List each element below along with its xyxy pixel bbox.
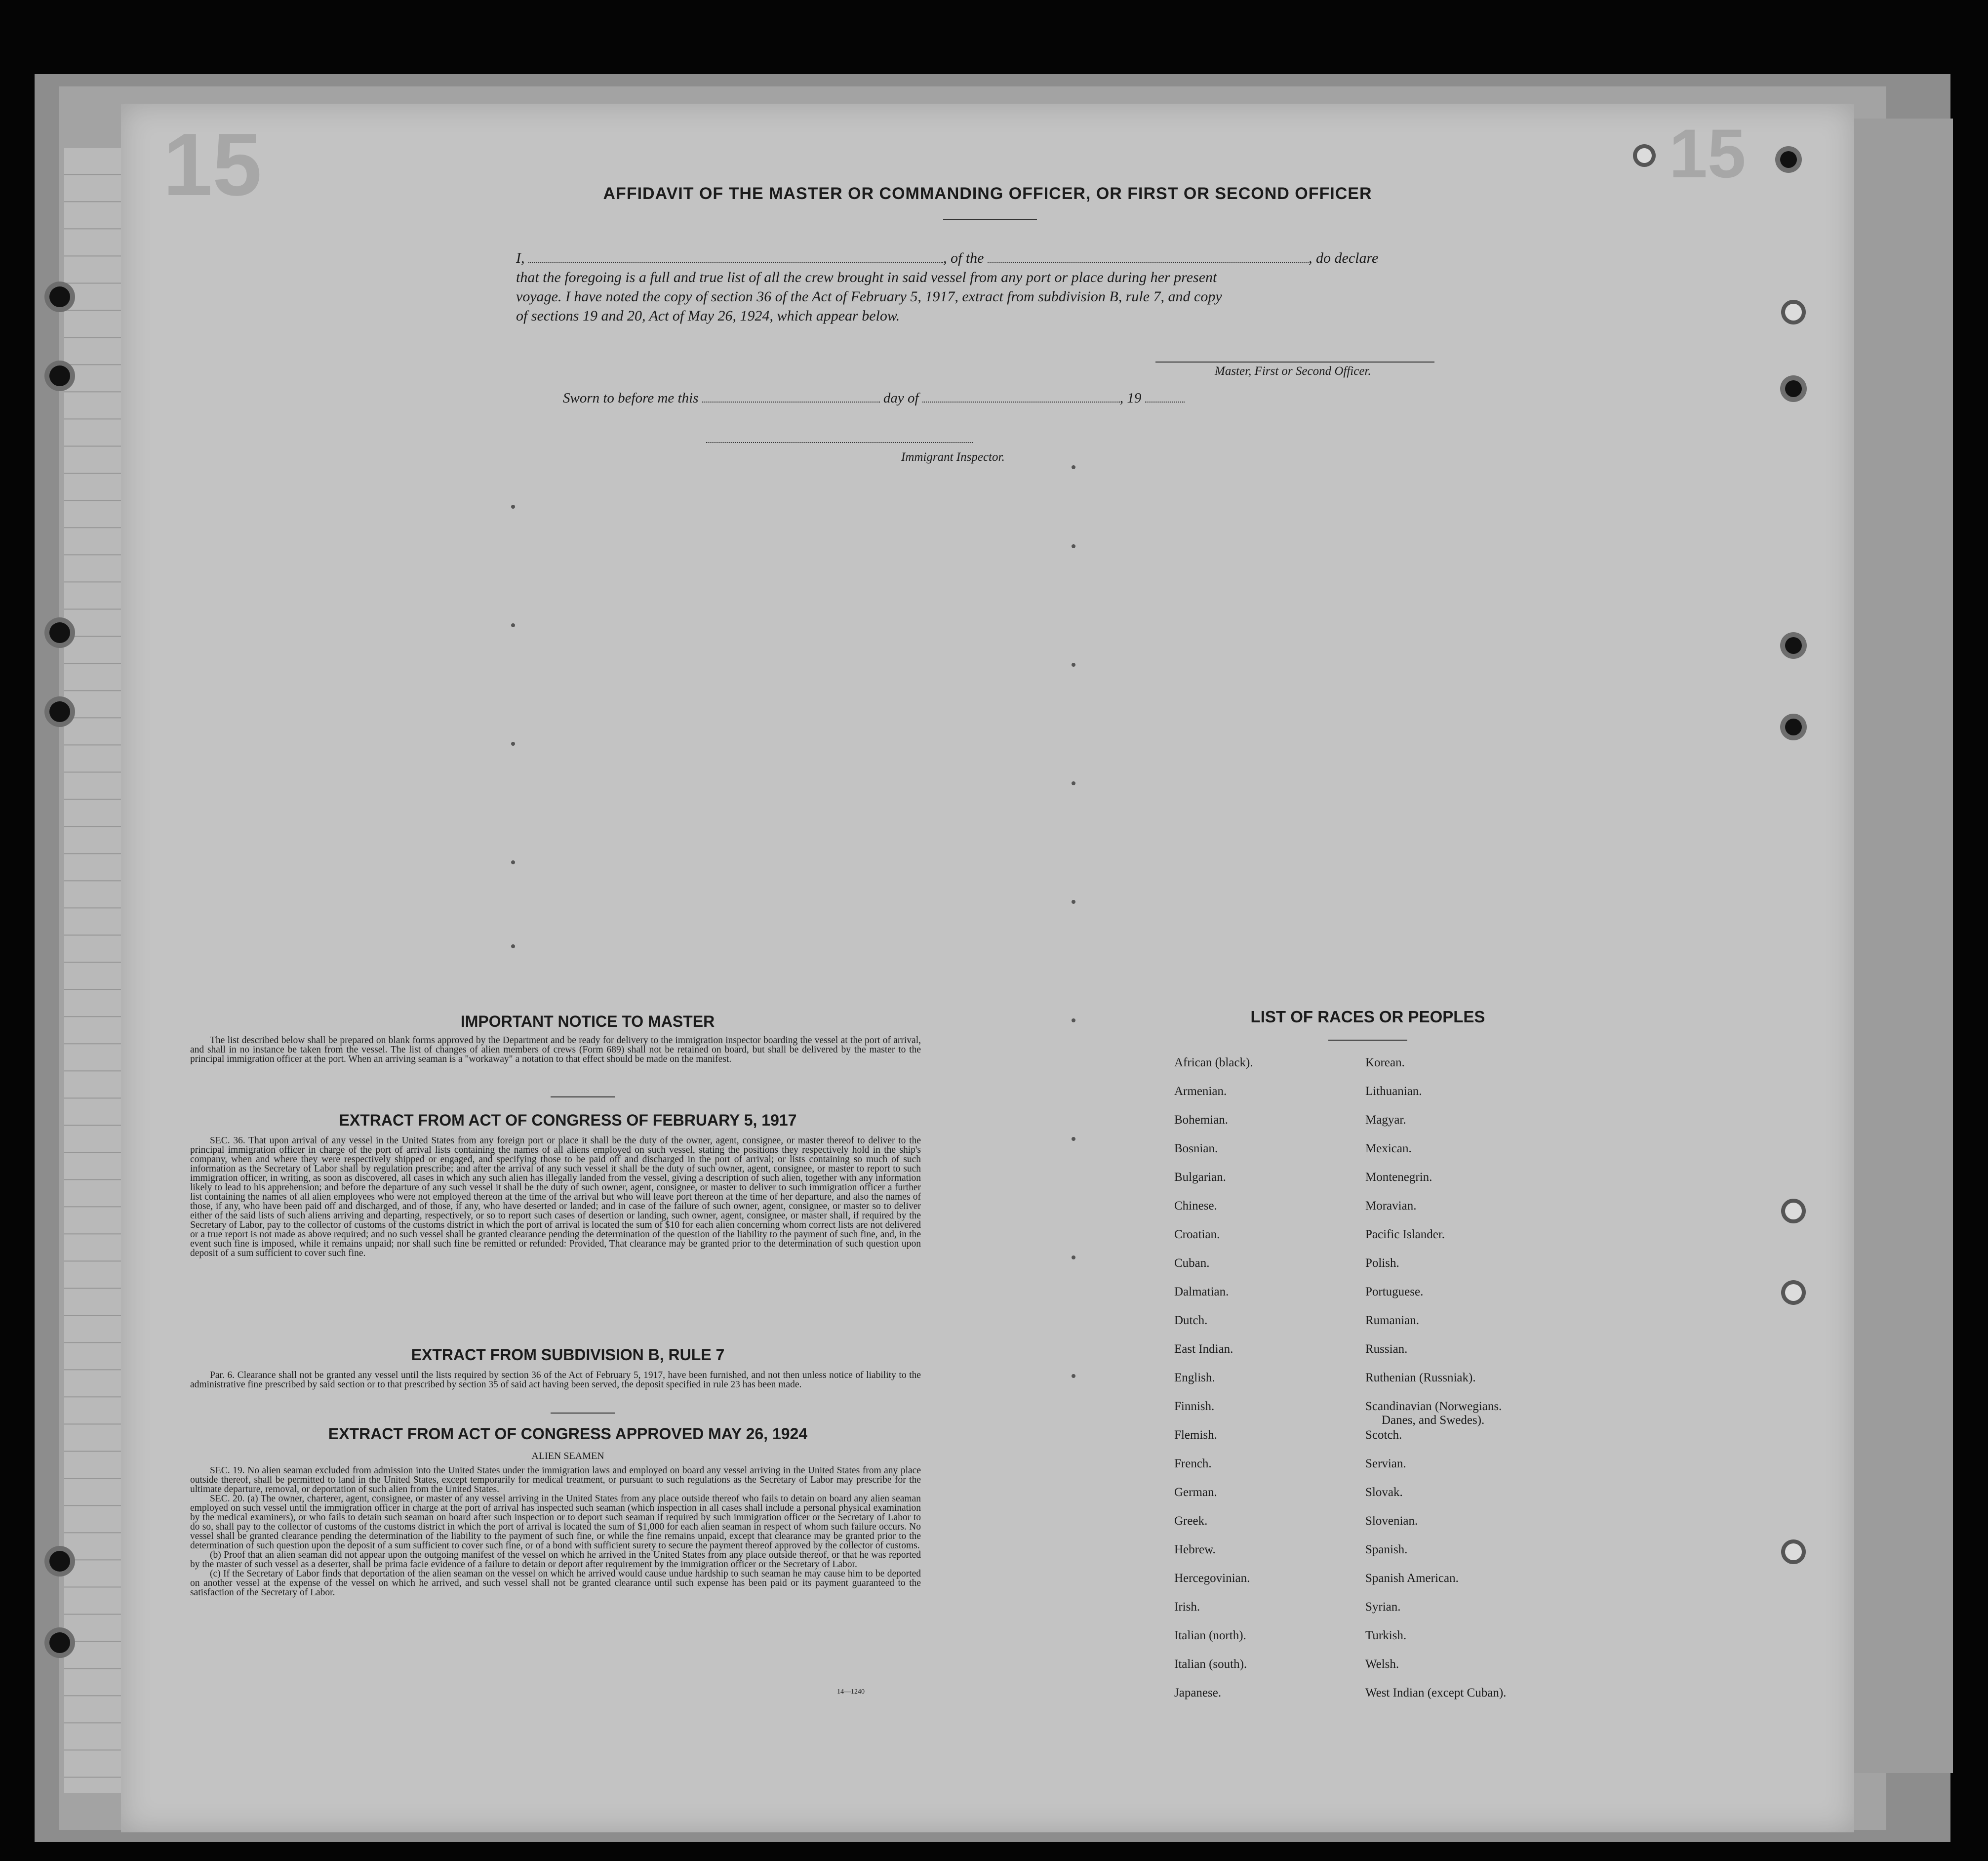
- race-item: Turkish.: [1365, 1629, 1407, 1642]
- race-item: Dutch.: [1174, 1314, 1208, 1327]
- race-item: Slovak.: [1365, 1486, 1403, 1499]
- notice-title: IMPORTANT NOTICE TO MASTER: [460, 1012, 715, 1030]
- race-item: East Indian.: [1174, 1342, 1233, 1356]
- race-item: Scandinavian (Norwegians.: [1365, 1400, 1502, 1413]
- race-item: French.: [1174, 1457, 1212, 1470]
- divider: [551, 1413, 615, 1414]
- vessel-name-field[interactable]: [988, 249, 1309, 263]
- races-title: LIST OF RACES OR PEOPLES: [1250, 1008, 1485, 1026]
- form-number: 14—1240: [837, 1688, 865, 1696]
- master-signature-label: Master, First or Second Officer.: [1215, 364, 1371, 378]
- race-item: Hebrew.: [1174, 1543, 1216, 1556]
- race-item: Finnish.: [1174, 1400, 1215, 1413]
- extract-1917-title: EXTRACT FROM ACT OF CONGRESS OF FEBRUARY 5, 1917: [339, 1111, 797, 1129]
- race-item: English.: [1174, 1371, 1215, 1384]
- race-item: Lithuanian.: [1365, 1085, 1422, 1098]
- stray-mark: [1072, 900, 1075, 904]
- punch-hole-icon: [1785, 304, 1802, 321]
- stray-mark: [511, 505, 515, 509]
- affidavit-title: AFFIDAVIT OF THE MASTER OR COMMANDING OFFICER, OR FIRST OR SECOND OFFICER: [603, 184, 1372, 203]
- race-item: Chinese.: [1174, 1199, 1217, 1213]
- race-item: Scotch.: [1365, 1428, 1402, 1442]
- sworn-day-field[interactable]: [702, 391, 880, 403]
- binder-hole-icon: [49, 701, 70, 722]
- binder-hole-icon: [49, 365, 70, 386]
- notice-body: The list described below shall be prepared on blank forms approved by the Department and be ready for delivery to the immigration inspector boarding the vessel at the port of arrival, and shall in no instance be taken from the vessel. The list of changes of alien members of crews (Form 689) shall not be retained on board, but shall be delivered by the master to the principal immigration officer at the port. When an arriving seaman is a "workaway" a notation to that effect should be made on the manifest.: [190, 1035, 921, 1064]
- declaration-line-3: voyage. I have noted the copy of section 36 of the Act of February 5, 1917, extract from subdivision B, rule 7, and copy: [516, 288, 1222, 305]
- sworn-statement: Sworn to before me this day of , 19: [563, 390, 1185, 406]
- stray-mark: [511, 860, 515, 864]
- race-item: Bulgarian.: [1174, 1171, 1226, 1184]
- affidavit-declaration: [516, 248, 1469, 325]
- race-item: African (black).: [1174, 1056, 1253, 1069]
- alien-seamen-subtitle: ALIEN SEAMEN: [531, 1451, 604, 1461]
- race-item: Spanish American.: [1365, 1572, 1459, 1585]
- extract-1924-body: SEC. 19. No alien seaman excluded from admission into the United States under the immigration laws and employed on board any vessel arriving in the United States from any place outside thereof, shall be permitted to land in the United States, except temporarily for medical treatment, or pursuant to such regulations as the Secretary of Labor may prescribe for the ultimate departure, removal, or deportation of such alien from the United States. SEC. 20. (a) The owner, charterer, agent, consignee, or master of any vessel arriving in the United States from any place outside thereof who fails to detain on board any alien seaman employed on such vessel until the immigration officer in charge at the port of arrival has inspected such seaman (which inspection in all cases shall include a personal physical examination by the medical examiners), or who fails to detain such seaman on board after such inspection or to deport such seaman if required by such immigration officer or the Secretary of Labor to do so, shall pay to the collector of customs of the customs district in which the port of arrival is located the sum of $1,000 for each alien seaman in respect of whom such failure occurs. No vessel shall be granted clearance pending the determination of the liability to the payment of such fine, or while the fine remains unpaid, except that clearance may be granted prior to the determination of such question upon the deposit of a sum sufficient to cover such fine, or of a bond with sufficient surety to secure the payment thereof approved by the collector of customs. (b) Proof that an alien seaman did not appear upon the outgoing manifest of the vessel on which he arrived in the United States from any place outside thereof, or that he was reported by the master of such vessel as a deserter, shall be prima facie evidence of a failure to detain or deport after requirement by the immigration officer or the Secretary of Labor. (c) If the Secretary of Labor finds that deportation of the alien seaman on the vessel on which he arrived would cause undue hardship to such seaman he may cause him to be deported on another vessel at the expense of the vessel on which he arrived, and such vessel shall not be granted clearance until such expense has been paid or its payment guaranteed to the satisfaction of the Secretary of Labor.: [190, 1465, 921, 1598]
- stray-mark: [1072, 465, 1075, 469]
- punch-hole-icon: [1785, 1284, 1802, 1301]
- bleed-through-numeral: 15: [1669, 115, 1746, 192]
- bleed-through-numeral: 15: [163, 115, 262, 214]
- race-item: Cuban.: [1174, 1256, 1210, 1270]
- sworn-year-field[interactable]: [1145, 391, 1185, 403]
- race-item: Servian.: [1365, 1457, 1406, 1470]
- punch-hole-icon: [1637, 148, 1652, 163]
- race-item: Slovenian.: [1365, 1514, 1418, 1528]
- race-item: West Indian (except Cuban).: [1365, 1686, 1507, 1699]
- race-item: Syrian.: [1365, 1600, 1401, 1614]
- punch-hole-icon: [1785, 380, 1802, 397]
- race-item: Ruthenian (Russniak).: [1365, 1371, 1476, 1384]
- divider: [551, 1096, 615, 1097]
- stray-mark: [511, 742, 515, 746]
- punch-hole-icon: [1780, 151, 1797, 168]
- stray-mark: [511, 944, 515, 948]
- race-item: Mexican.: [1365, 1142, 1412, 1155]
- divider: [943, 219, 1037, 220]
- declaration-line-1: I, , of the , do declare: [516, 250, 1379, 266]
- punch-hole-icon: [1785, 1203, 1802, 1219]
- race-item: Russian.: [1365, 1342, 1408, 1356]
- binder-hole-icon: [49, 1632, 70, 1653]
- stray-mark: [1072, 781, 1075, 785]
- binder-hole-icon: [49, 286, 70, 307]
- punch-hole-icon: [1785, 637, 1802, 654]
- stray-mark: [511, 623, 515, 627]
- race-item: Dalmatian.: [1174, 1285, 1229, 1298]
- race-item: Pacific Islander.: [1365, 1228, 1445, 1241]
- race-item: Polish.: [1365, 1256, 1399, 1270]
- stray-mark: [1072, 1255, 1075, 1259]
- race-item: Flemish.: [1174, 1428, 1217, 1442]
- race-item: German.: [1174, 1486, 1217, 1499]
- declaration-line-4: of sections 19 and 20, Act of May 26, 1924, which appear below.: [516, 308, 900, 324]
- stray-mark: [1072, 544, 1075, 548]
- inspector-signature-label: Immigrant Inspector.: [901, 450, 1005, 464]
- declaration-line-2: that the foregoing is a full and true list of all the crew brought in said vessel from any port or place during her present: [516, 269, 1217, 285]
- race-item: Bosnian.: [1174, 1142, 1218, 1155]
- master-signature-line[interactable]: [1155, 362, 1434, 363]
- master-name-field[interactable]: [528, 249, 943, 263]
- race-item: Japanese.: [1174, 1686, 1222, 1699]
- rule7-title: EXTRACT FROM SUBDIVISION B, RULE 7: [411, 1346, 725, 1364]
- stray-mark: [1072, 1137, 1075, 1141]
- race-item: Bohemian.: [1174, 1113, 1229, 1127]
- rule7-body: Par. 6. Clearance shall not be granted any vessel until the lists required by section 36 of the Act of February 5, 1917, have been furnished, and not then unless notice of liability to the administrative fine prescribed by said section or to that prescribed by section 35 of said act having been served, the deposit specified in rule 23 has been made.: [190, 1370, 921, 1390]
- divider: [1328, 1040, 1407, 1041]
- punch-hole-icon: [1785, 719, 1802, 735]
- race-item: Moravian.: [1365, 1199, 1417, 1213]
- race-item: Armenian.: [1174, 1085, 1227, 1098]
- extract-1924-title: EXTRACT FROM ACT OF CONGRESS APPROVED MAY 26, 1924: [328, 1425, 808, 1443]
- race-item: Irish.: [1174, 1600, 1200, 1614]
- race-item: Greek.: [1174, 1514, 1208, 1528]
- race-item: Croatian.: [1174, 1228, 1220, 1241]
- race-item: Portuguese.: [1365, 1285, 1424, 1298]
- race-item: Italian (south).: [1174, 1658, 1247, 1671]
- race-item: Spanish.: [1365, 1543, 1408, 1556]
- binder-hole-icon: [49, 1551, 70, 1572]
- binder-hole-icon: [49, 622, 70, 643]
- race-item: Welsh.: [1365, 1658, 1399, 1671]
- race-item: Magyar.: [1365, 1113, 1406, 1127]
- race-item: Italian (north).: [1174, 1629, 1246, 1642]
- race-item: Montenegrin.: [1365, 1171, 1432, 1184]
- race-item: Rumanian.: [1365, 1314, 1420, 1327]
- extract-1917-body: SEC. 36. That upon arrival of any vessel in the United States from any foreign port or place it shall be the duty of the owner, agent, consignee, or master thereof to deliver to the principal immigration officer in charge of the port of arrival lists containing the names of all aliens employed on such vessel, stating the positions they respectively hold in the ship's company, when and where they were respectively shipped or engaged, and specifying those to be paid off and discharged in the port of arrival; or lists containing so much of such information as the Secretary of Labor shall by regulation prescribe; and after the arrival of any such vessel it shall be the duty of such owner, agent, consignee, or master to report to such immigration officer, in writing, as soon as discovered, all cases in which any such alien has illegally landed from the vessel, giving a description of such alien, together with any information likely to lead to his apprehension; and before the departure of any such vessel it shall be the duty of such owner, agent, consignee, or master to deliver to such immigration officer a further list containing the names of all alien employees who were not employed thereon at the time of the arrival but who will leave port thereon at the time of her departure, and also the names of those, if any, who have been paid off and discharged, and of those, if any, who have deserted or landed; and in case of the failure of such owner, agent, consignee, or master so to deliver either of the said lists of such aliens arriving and departing, respectively, or so to report such cases of desertion or landing, such owner, agent, consignee, or master shall, if required by the Secretary of Labor, pay to the collector of customs of the customs district in which the port of arrival is located the sum of $10 for each alien concerning whom correct lists are not delivered or a true report is not made as above required; and no such vessel shall be granted clearance pending the determination of the question of the liability to the payment of such fine, and, in the event such fine is imposed, while it remains unpaid; nor shall such fine be remitted or refunded: Provided, That clearance may be granted prior to the determination of such question upon deposit of a sum sufficient to cover such fine.: [190, 1135, 921, 1258]
- race-item: Danes, and Swedes).: [1382, 1414, 1485, 1427]
- punch-hole-icon: [1785, 1543, 1802, 1560]
- race-item: Korean.: [1365, 1056, 1405, 1069]
- sworn-month-field[interactable]: [922, 391, 1120, 403]
- inspector-signature-line[interactable]: [706, 442, 973, 443]
- race-item: Hercegovinian.: [1174, 1572, 1250, 1585]
- stray-mark: [1072, 663, 1075, 667]
- stray-mark: [1072, 1018, 1075, 1022]
- right-page-edge: [1854, 119, 1953, 1773]
- stray-mark: [1072, 1374, 1075, 1378]
